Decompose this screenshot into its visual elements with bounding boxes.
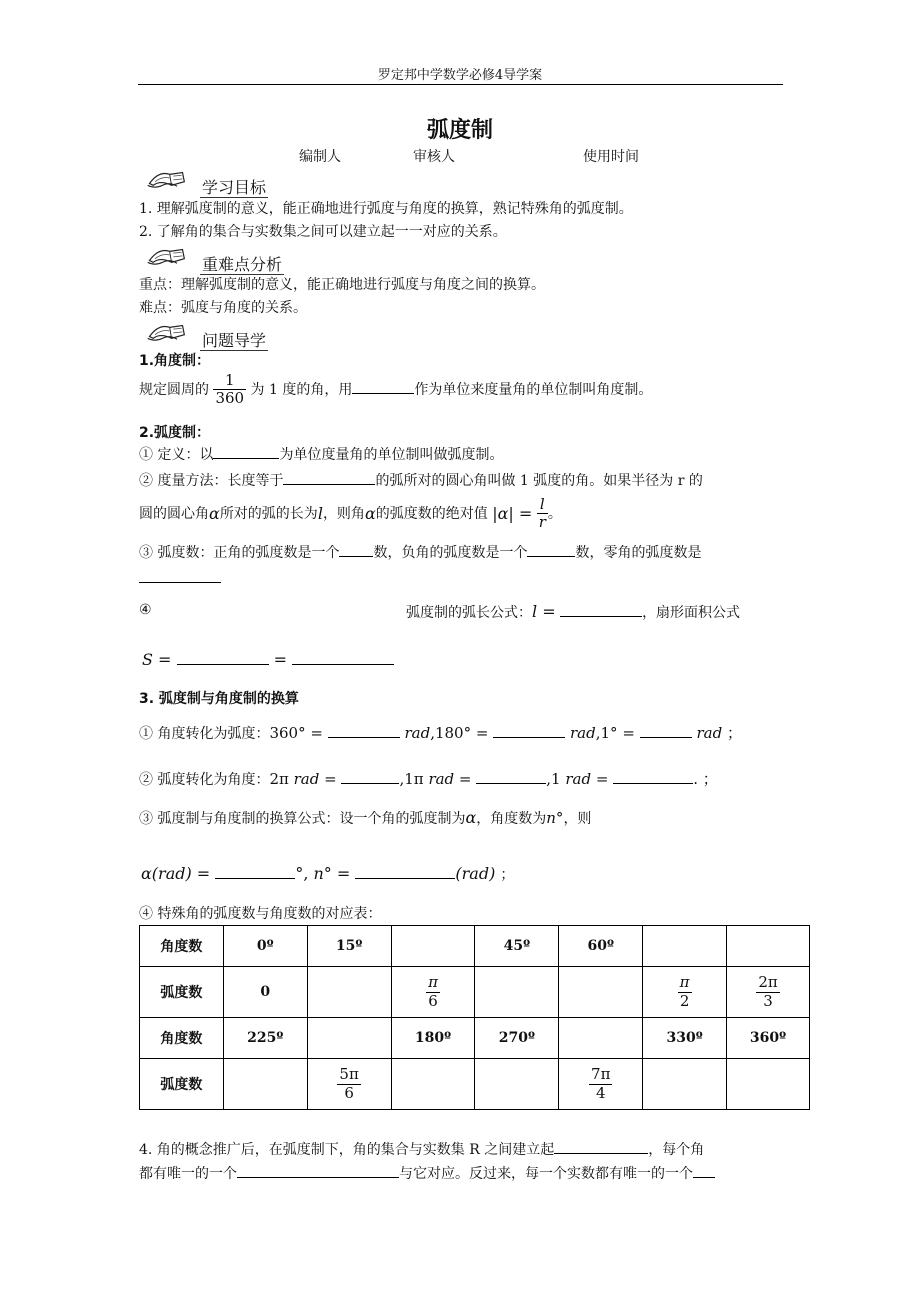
q3-heading: 3. 弧度制与角度制的换算: [139, 691, 299, 707]
q3-conv1: [139, 722, 742, 743]
frac-num: 2π: [758, 973, 778, 992]
meta-reviewer: 审核人: [413, 149, 455, 165]
frac-den: 6: [344, 1083, 354, 1102]
frac-num: 5π: [339, 1065, 359, 1084]
table-cell[interactable]: [475, 1059, 559, 1110]
blank[interactable]: [493, 723, 565, 738]
frac-num: π: [428, 973, 438, 992]
q1-heading: 1.角度制：: [139, 353, 211, 369]
fraction-l-r: [537, 496, 548, 532]
section-keypoints-label: 重难点分析: [202, 255, 283, 274]
rad: rad: [570, 724, 596, 742]
s-equals: S =: [142, 650, 172, 669]
q2-l4-c: 数，零角的弧度数是: [575, 545, 702, 561]
one-pi: ,1π: [399, 770, 424, 788]
book-icon: [144, 167, 188, 189]
q2-line1: [139, 444, 503, 464]
table-cell: 15º: [307, 926, 391, 967]
table-row: [140, 1059, 810, 1110]
table-cell[interactable]: [475, 967, 559, 1018]
table-cell[interactable]: [643, 926, 727, 967]
frac-den: 6: [428, 991, 438, 1010]
table-cell: 60º: [559, 926, 643, 967]
goal-1: 1. 理解弧度制的意义，能正确地进行弧度与角度的换算，熟记特殊角的弧度制。: [139, 201, 633, 217]
frac-num: π: [679, 973, 690, 992]
deg-360: 360° =: [269, 724, 323, 742]
blank[interactable]: [560, 602, 642, 617]
q2-l4-a: ③ 弧度数：正角的弧度数是一个: [139, 545, 340, 561]
page-title: 弧度制: [426, 118, 493, 143]
fraction-pi-2: [678, 974, 692, 1010]
blank[interactable]: [554, 1139, 648, 1154]
conv2-pre: ② 弧度转化为角度：: [139, 772, 270, 788]
rad-eq: rad =: [428, 770, 472, 788]
q2-line2: [139, 470, 703, 490]
two-pi: 2π: [269, 770, 289, 788]
q2-l2-pre: ② 度量方法：长度等于: [139, 473, 284, 489]
blank[interactable]: [339, 542, 373, 557]
fraction-2pi-3: [756, 974, 779, 1010]
frac-num: 7π: [591, 1065, 611, 1084]
l-equals: l =: [532, 602, 556, 621]
table-cell: [727, 967, 810, 1018]
keypoint-important: 重点：理解弧度制的意义，能正确地进行弧度与角度之间的换算。: [139, 277, 545, 293]
table-cell: [559, 1059, 643, 1110]
blank[interactable]: [341, 769, 399, 784]
q2-l5-a: 弧度制的弧长公式：: [406, 605, 532, 621]
meta-editor: 编制人: [299, 149, 341, 165]
q2-l5-b: ，扇形面积公式: [642, 605, 741, 621]
angle-table: [139, 925, 810, 1110]
book-icon: [144, 244, 188, 266]
equals: =: [273, 650, 288, 669]
section-goals-label: 学习目标: [202, 178, 267, 197]
conv3-b: ，角度数为: [476, 811, 547, 827]
q2-l1-post: 为单位度量角的单位制叫做弧度制。: [279, 447, 504, 463]
q3-conv2: [139, 768, 718, 789]
q2-l5-num: ④: [139, 602, 152, 618]
rad-eq: rad =: [293, 770, 337, 788]
q2-l3-b: 所对的弧的长为: [219, 505, 318, 522]
blank[interactable]: [693, 1163, 715, 1178]
q1-line: [139, 372, 652, 408]
table-cell[interactable]: [307, 967, 391, 1018]
fraction-1-360: [213, 372, 246, 408]
n-degree: n°: [546, 809, 564, 827]
q4-l1-b: ，每个角: [648, 1142, 705, 1158]
semicolon: ；: [500, 867, 515, 883]
frac-den: 360: [215, 389, 245, 408]
section-keypoints: [200, 252, 284, 275]
q2-l3-end: 。: [547, 505, 562, 522]
table-cell[interactable]: [727, 926, 810, 967]
table-cell: 45º: [475, 926, 559, 967]
table-cell: 弧度数: [140, 1059, 224, 1110]
book-icon: [144, 320, 188, 342]
table-cell: 180º: [391, 1018, 475, 1059]
q1-pre: 规定圆周的: [139, 381, 209, 398]
table-cell: 225º: [223, 1018, 307, 1059]
table-cell: 330º: [643, 1018, 727, 1059]
table-row: [140, 967, 810, 1018]
q4-line1: [139, 1139, 704, 1159]
q1-post: 作为单位来度量角的单位制叫角度制。: [414, 381, 653, 398]
alpha-symbol: α: [209, 503, 220, 523]
alpha-symbol: α: [364, 503, 376, 523]
q2-l3-c: ，则角: [322, 505, 365, 522]
q3-conv3: [139, 808, 591, 828]
blank[interactable]: [328, 723, 400, 738]
q2-l3-d: 的弧度数的绝对值: [375, 505, 488, 522]
q4-l2-b: 与它对应。反过来，每一个实数都有唯一的一个: [399, 1166, 693, 1182]
frac-num: 1: [213, 372, 246, 390]
blank[interactable]: [355, 864, 455, 879]
table-cell: 弧度数: [140, 967, 224, 1018]
section-guide-label: 问题导学: [202, 331, 267, 350]
deg-1: ,1° =: [595, 724, 635, 742]
blank[interactable]: [292, 650, 394, 665]
frac-den: 2: [679, 991, 690, 1010]
frac-num: l: [537, 496, 548, 514]
blank[interactable]: [283, 470, 375, 485]
q2-l2-post: 的弧所对的圆心角叫做 1 弧度的角。如果半径为 r 的: [375, 473, 703, 489]
deg-comma: °,: [295, 864, 309, 883]
alpha-symbol: α: [465, 808, 477, 827]
table-cell[interactable]: [559, 1018, 643, 1059]
q2-l1-pre: ① 定义：以: [139, 447, 214, 463]
blank[interactable]: [352, 379, 414, 394]
q3-table-caption: ④ 特殊角的弧度数与角度数的对应表：: [139, 906, 382, 922]
q4-l2-a: 都有唯一的一个: [139, 1166, 237, 1182]
l-symbol: l: [317, 503, 323, 523]
table-cell: [643, 967, 727, 1018]
page-header: 罗定邦中学数学必修4导学案: [377, 68, 543, 83]
rad: rad: [696, 724, 723, 742]
table-cell[interactable]: [391, 926, 475, 967]
meta-time: 使用时间: [583, 149, 639, 165]
keypoint-difficult: 难点：弧度与角度的关系。: [139, 300, 307, 316]
q2-heading: 2.弧度制：: [139, 425, 211, 441]
blank[interactable]: [213, 444, 279, 459]
frac-den: 3: [763, 991, 773, 1010]
conv1-pre: ① 角度转化为弧度：: [139, 726, 270, 742]
period: . ；: [693, 770, 718, 788]
table-cell[interactable]: [391, 1059, 475, 1110]
rad-paren: (rad): [455, 864, 496, 883]
blank[interactable]: [476, 769, 546, 784]
table-row: [140, 1018, 810, 1059]
blank[interactable]: [215, 864, 295, 879]
conv3-c: ，则: [563, 811, 592, 827]
goal-2: 2. 了解角的集合与实数集之间可以建立起一一对应的关系。: [139, 224, 507, 240]
n-deg: n° =: [313, 864, 351, 883]
q4-line2: [139, 1163, 715, 1183]
table-cell[interactable]: [727, 1059, 810, 1110]
table-cell: 角度数: [140, 926, 224, 967]
blank[interactable]: [613, 769, 693, 784]
fraction-5pi-6: [337, 1066, 360, 1102]
table-cell[interactable]: [643, 1059, 727, 1110]
table-cell: 角度数: [140, 1018, 224, 1059]
q2-line3: [139, 496, 562, 532]
section-guide: [200, 328, 268, 351]
q2-line4: [139, 542, 701, 562]
alpha-rad: α(rad) =: [141, 864, 211, 883]
fraction-pi-6: [426, 974, 440, 1010]
rad: rad: [404, 724, 431, 742]
table-cell: 0º: [223, 926, 307, 967]
fraction-7pi-4: [589, 1066, 612, 1102]
blank[interactable]: [139, 568, 221, 583]
table-row: [140, 926, 810, 967]
q1-mid: 为 1 度的角，用: [250, 381, 353, 398]
section-goals: [200, 175, 268, 198]
blank[interactable]: [237, 1163, 399, 1178]
one: ,1: [546, 770, 561, 788]
table-cell: [307, 1059, 391, 1110]
rad-eq: rad =: [565, 770, 609, 788]
q3-formula: [141, 864, 514, 884]
abs-alpha: |α| =: [492, 503, 533, 523]
semicolon: ；: [726, 724, 742, 742]
blank[interactable]: [177, 650, 269, 665]
frac-den: r: [538, 513, 546, 532]
q4-l1-a: 4. 角的概念推广后，在弧度制下，角的集合与实数集 R 之间建立起: [139, 1142, 555, 1158]
table-cell[interactable]: [223, 1059, 307, 1110]
q2-line5: [406, 602, 740, 622]
frac-den: 4: [595, 1083, 606, 1102]
conv3-text: ③ 弧度制与角度制的换算公式：设一个角的弧度制为: [139, 811, 466, 827]
table-cell: 0: [223, 967, 307, 1018]
table-cell[interactable]: [307, 1018, 391, 1059]
header-rule: [138, 84, 783, 85]
table-cell: [391, 967, 475, 1018]
blank[interactable]: [527, 542, 575, 557]
q2-l4-b: 数，负角的弧度数是一个: [373, 545, 528, 561]
deg-180: ,180° =: [430, 724, 489, 742]
q2-l3-a: 圆的圆心角: [139, 505, 209, 522]
table-cell[interactable]: [559, 967, 643, 1018]
blank[interactable]: [640, 723, 692, 738]
table-cell: 360º: [727, 1018, 810, 1059]
table-cell: 270º: [475, 1018, 559, 1059]
q2-line6: [142, 650, 394, 669]
